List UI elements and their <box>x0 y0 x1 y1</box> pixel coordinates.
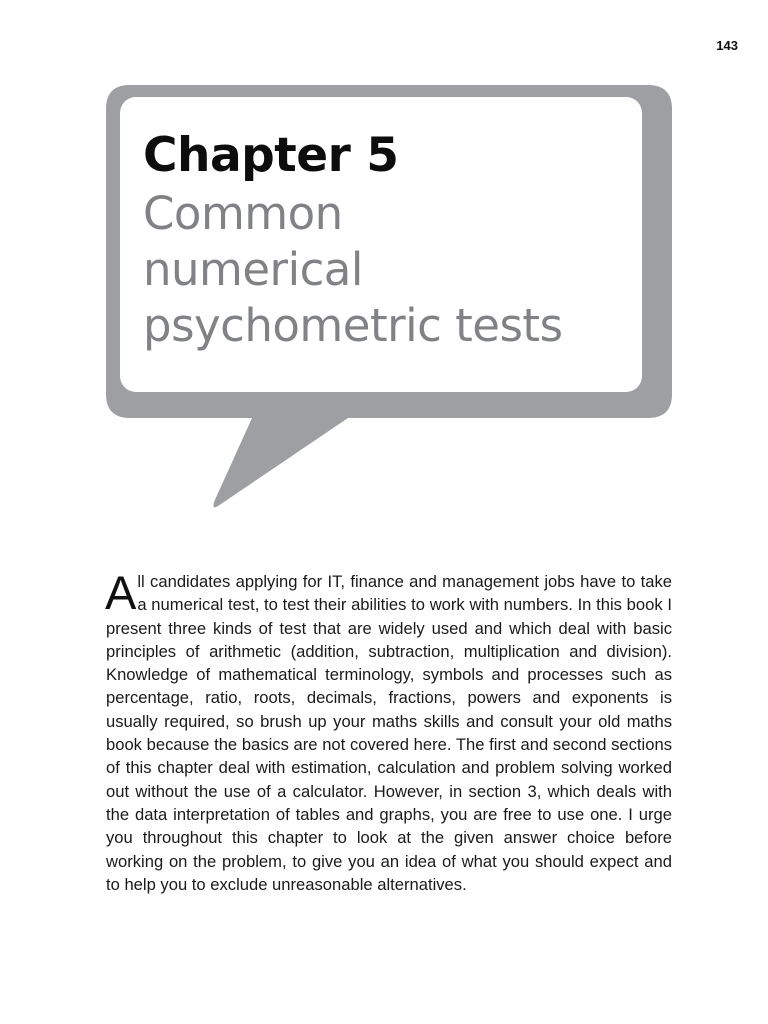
chapter-heading <box>143 126 623 354</box>
chapter-title-line: numerical <box>143 243 363 296</box>
chapter-number: Chapter 5 <box>143 128 399 183</box>
chapter-title-line: Common <box>143 187 343 240</box>
body-text: ll candidates applying for IT, finance and management jobs have to take a numerical test, to test their abilities to work with numbers. In this book I present three kinds of test that are widely used and which deal with basic principles of arithmetic (addition, subtraction, multiplication and division). Knowledge of mathematical terminology, symbols and processes such as percentage, ratio, roots, decimals, fractions, powers and exponents is usually required, so brush up your maths skills and consult your old maths book because the basics are not covered here. The first and second sections of this chapter deal with estimation, calculation and problem solving worked out without the use of a calculator. However, in section 3, which deals with the data interpretation of tables and graphs, you are free to use one. I urge you throughout this chapter to look at the given answer choice before working on the problem, to give you an idea of what you should expect and to help you to exclude unreasonable alternatives. <box>106 572 672 894</box>
page-number: 143 <box>716 38 738 53</box>
drop-cap: A <box>105 566 137 619</box>
body-paragraph <box>105 566 672 896</box>
chapter-title <box>143 186 623 354</box>
chapter-title-line: psychometric tests <box>143 299 563 352</box>
